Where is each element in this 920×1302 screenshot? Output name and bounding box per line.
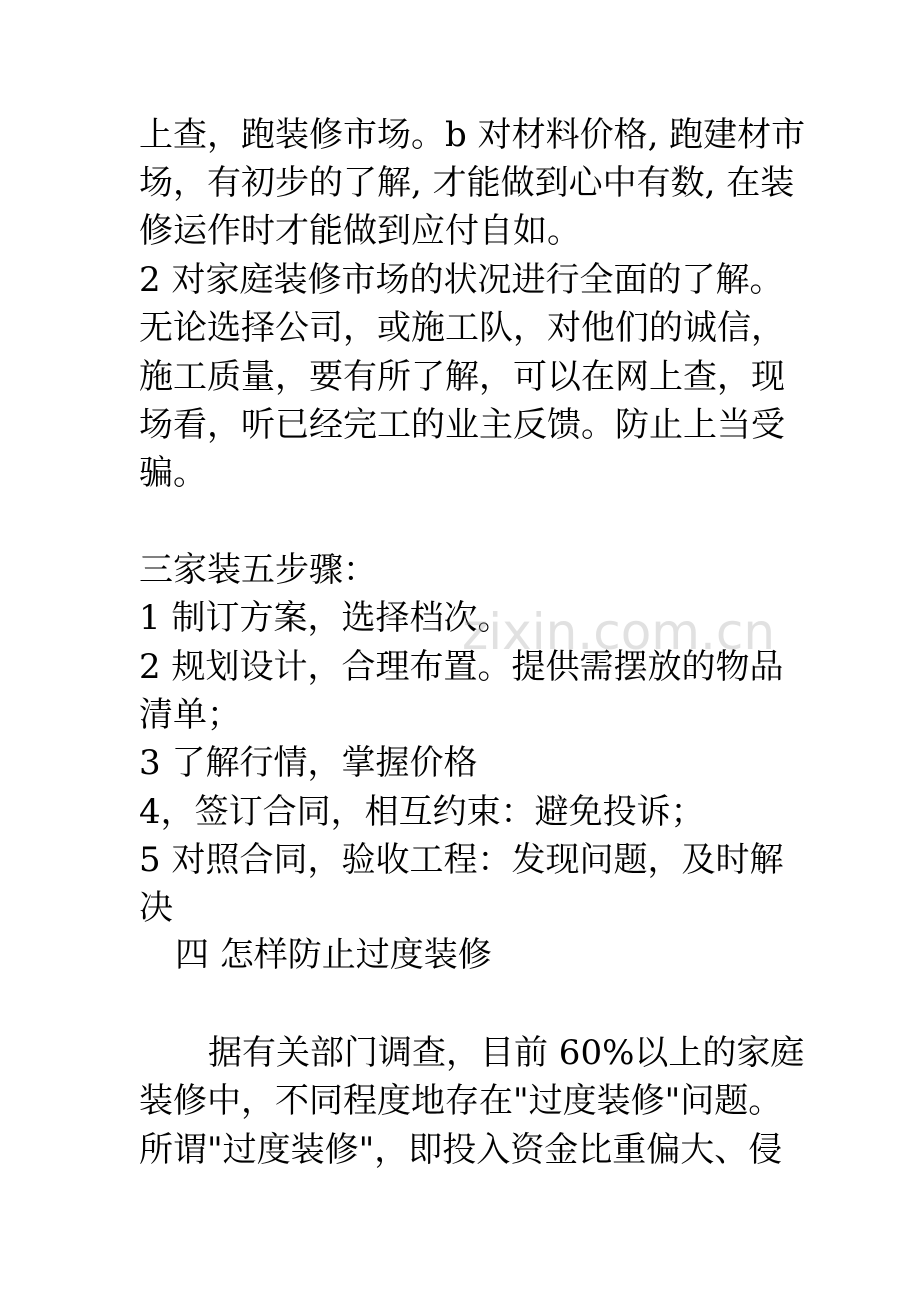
text-line: 上查，跑装修市场。b 对材料价格, 跑建材市 <box>139 115 806 155</box>
watermark: zixin.com.cn <box>462 603 776 661</box>
text-line: 场看，听已经完工的业主反馈。防止上当受 <box>139 405 785 445</box>
text-line: 所谓"过度装修"，即投入资金比重偏大、侵 <box>139 1130 783 1170</box>
text-line: 修运作时才能做到应付自如。 <box>139 211 581 251</box>
text-line: 无论选择公司，或施工队，对他们的诚信， <box>139 308 785 348</box>
list-item: 3 了解行情，掌握价格 <box>139 743 478 783</box>
text-line: 据有关部门调查，目前 60%以上的家庭 <box>208 1033 805 1073</box>
section-heading: 三家装五步骤： <box>139 550 377 590</box>
text-line: 施工质量，要有所了解，可以在网上查，现 <box>139 357 785 397</box>
list-item: 5 对照合同，验收工程：发现问题，及时解 <box>139 840 784 880</box>
text-line: 装修中，不同程度地存在"过度装修"问题。 <box>139 1081 783 1121</box>
text-line: 2 对家庭装修市场的状况进行全面的了解。 <box>139 260 784 300</box>
list-item: 4，签订合同，相互约束：避免投诉； <box>139 792 705 832</box>
text-line: 骗。 <box>139 453 207 493</box>
text-line: 决 <box>139 888 173 928</box>
text-line: 场，有初步的了解, 才能做到心中有数, 在装 <box>139 163 795 203</box>
section-heading: 四 怎样防止过度装修 <box>175 935 492 975</box>
list-item: 2 规划设计，合理布置。提供需摆放的物品 <box>139 647 784 687</box>
list-item: 1 制订方案，选择档次。 <box>139 598 512 638</box>
text-line: 清单； <box>139 695 241 735</box>
